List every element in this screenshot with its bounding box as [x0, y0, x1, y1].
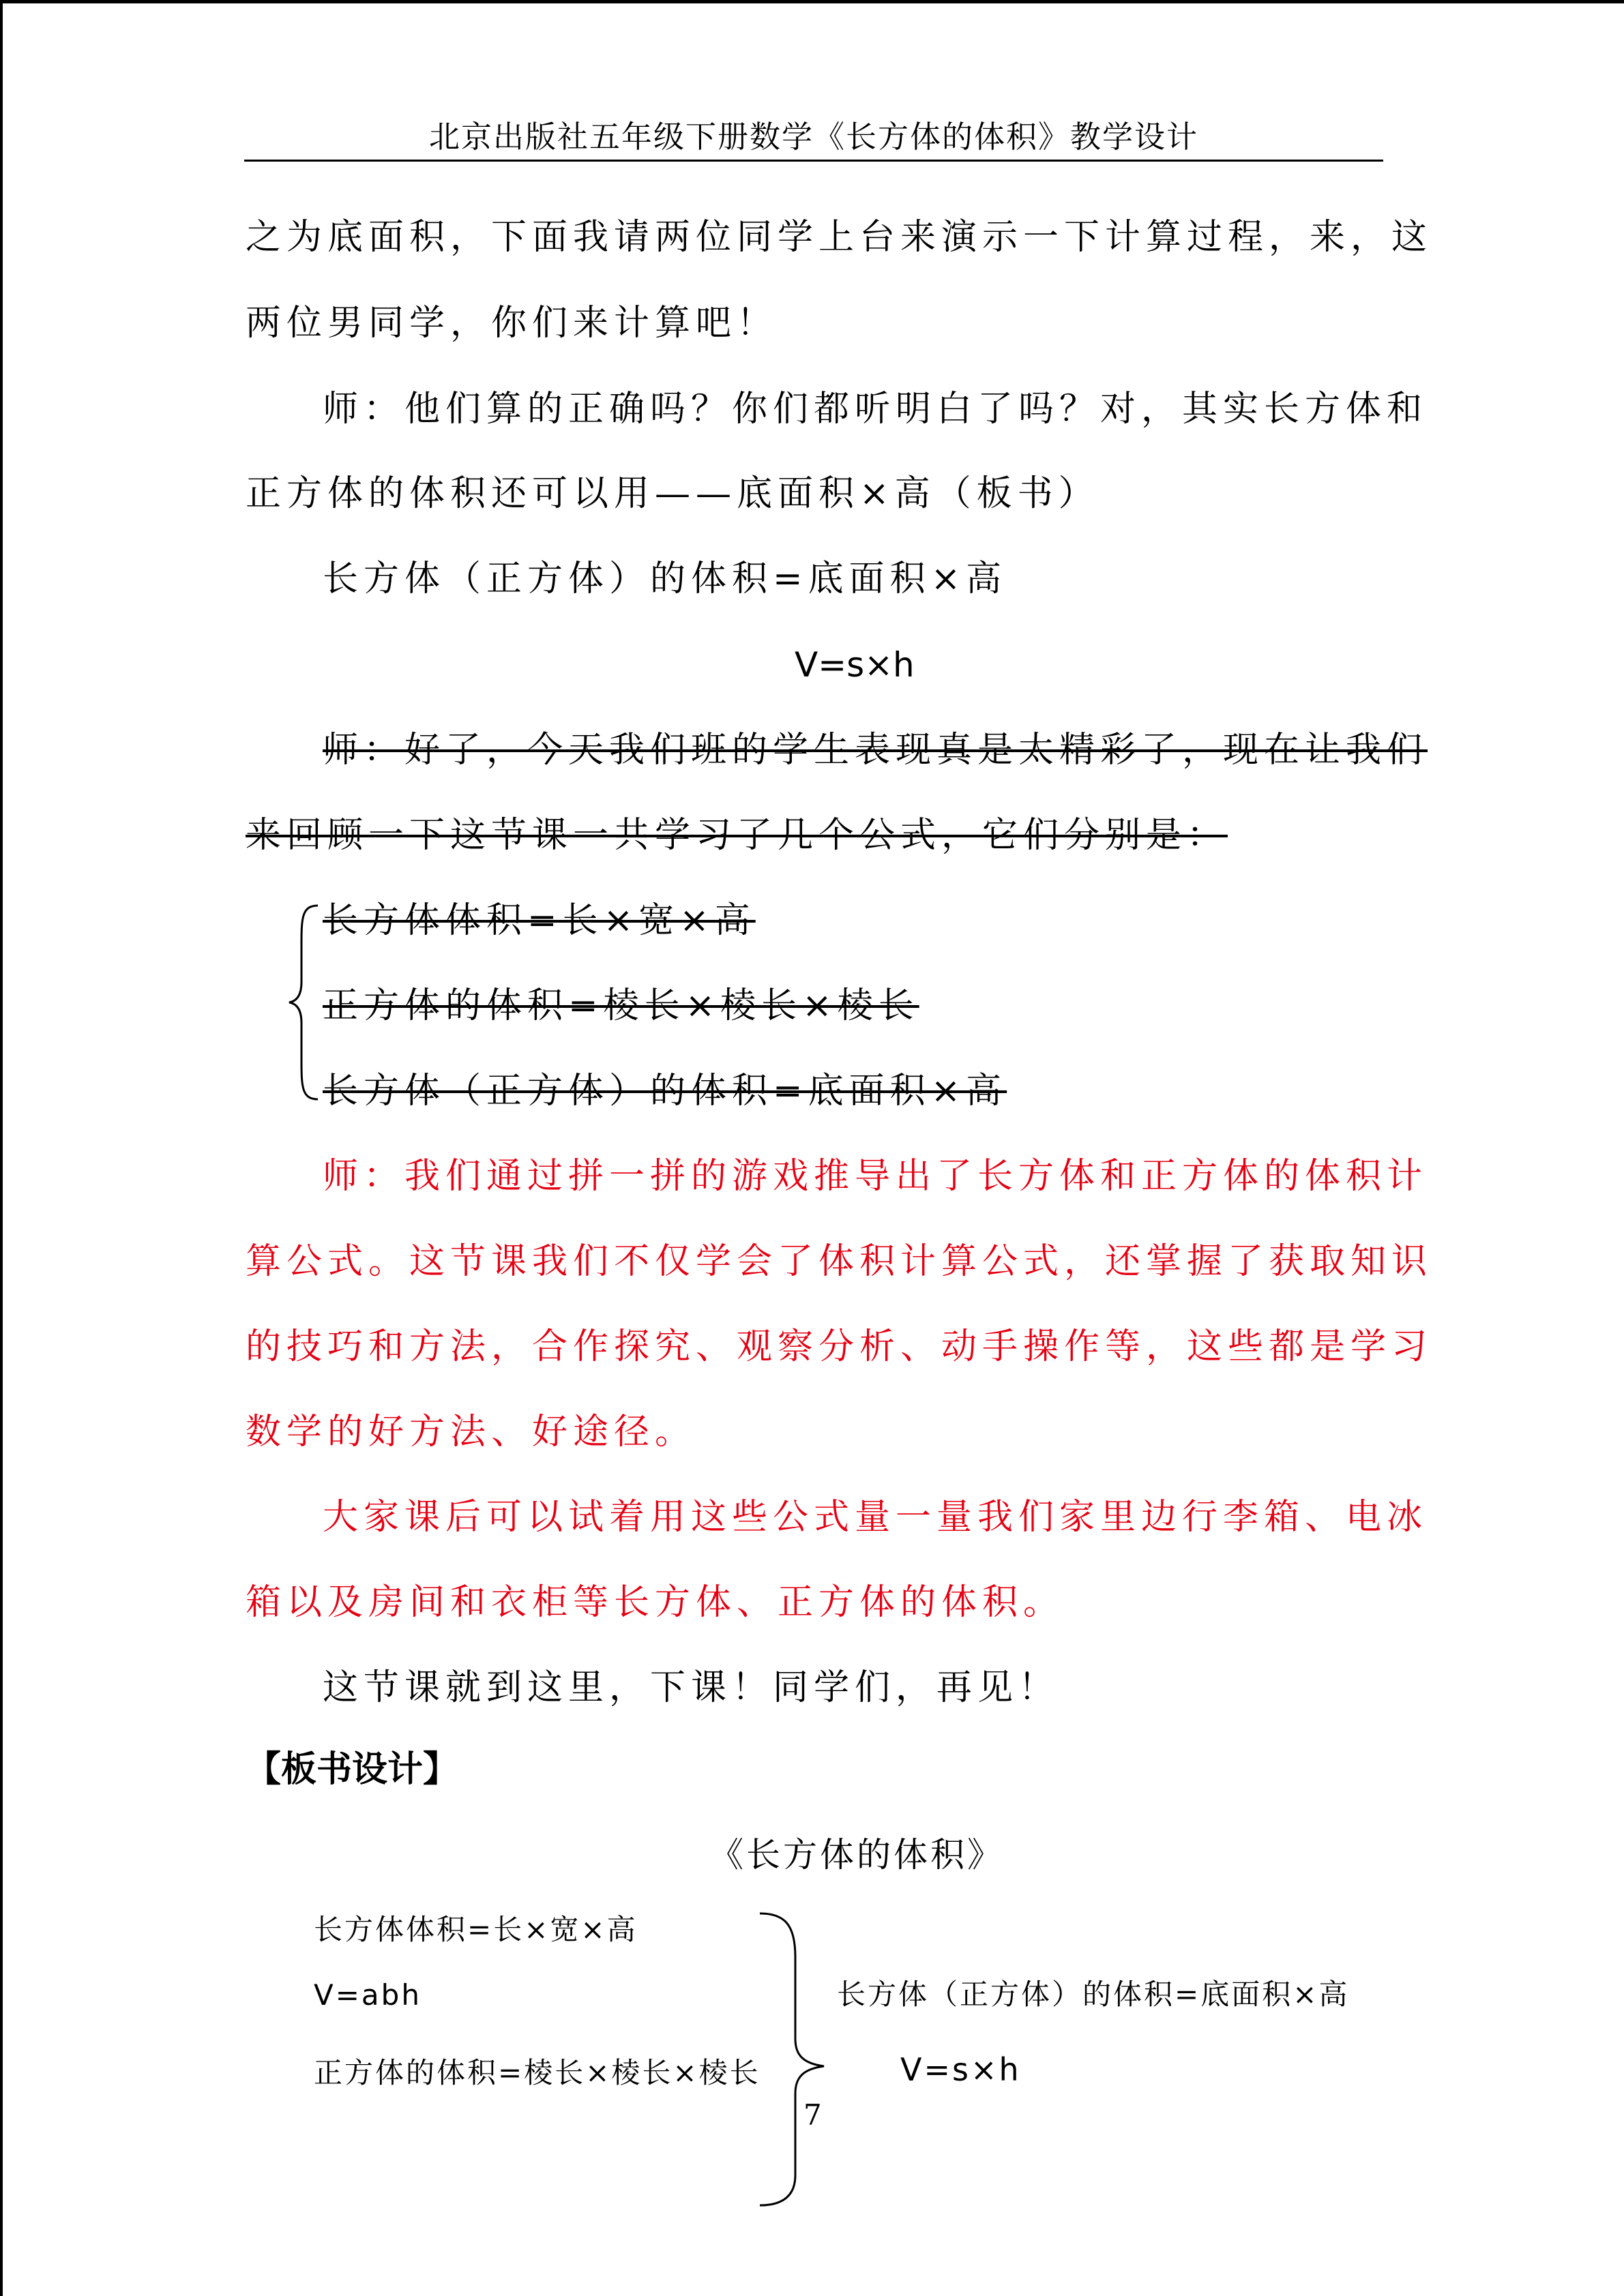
paragraph-line: 正方体的体积还可以用——底面积×高（板书） — [246, 473, 1099, 514]
brace-right — [757, 1909, 832, 2209]
formula-symbol: V=s×h — [795, 645, 915, 685]
page-number: 7 — [803, 2098, 824, 2132]
board-right-symbol: V=s×h — [900, 2051, 1021, 2088]
section-heading: 【板书设计】 — [246, 1749, 459, 1790]
paragraph-line: 之为底面积，下面我请两位同学上台来演示一下计算过程，来，这 — [246, 217, 1433, 258]
red-paragraph-line: 大家课后可以试着用这些公式量一量我们家里边行李箱、电冰 — [323, 1497, 1428, 1538]
paragraph-line: 师：他们算的正确吗？你们都听明白了吗？对，其实长方体和 — [323, 389, 1428, 430]
header-rule — [244, 160, 1383, 162]
page-header: 北京出版社五年级下册数学《长方体的体积》教学设计 — [428, 119, 1198, 155]
board-formula: 长方体体积=长×宽×高 — [314, 1913, 638, 1946]
closing-line: 这节课就到这里，下课！同学们，再见！ — [323, 1667, 1060, 1708]
struck-formula: 长方体（正方体）的体积=底面积×高 — [323, 1071, 1007, 1112]
red-paragraph-line: 数学的好方法、好途径。 — [246, 1412, 696, 1452]
board-title: 《长方体的体积》 — [709, 1835, 1004, 1875]
struck-formula: 长方体体积=长×宽×高 — [323, 900, 756, 941]
struck-line: 来回顾一下这节课一共学习了几个公式，它们分别是： — [246, 815, 1228, 856]
red-paragraph-line: 箱以及房间和衣柜等长方体、正方体的体积。 — [246, 1582, 1065, 1623]
formula-text: 长方体（正方体）的体积=底面积×高 — [323, 558, 1007, 599]
red-paragraph-line: 师：我们通过拼一拼的游戏推导出了长方体和正方体的体积计 — [323, 1156, 1428, 1197]
board-formula-symbol: V=abh — [314, 1978, 422, 2012]
red-paragraph-line: 的技巧和方法，合作探究、观察分析、动手操作等，这些都是学习 — [246, 1326, 1433, 1367]
struck-line: 师：好了，今天我们班的学生表现真是太精彩了，现在让我们 — [323, 730, 1428, 771]
page-frame-top — [0, 0, 1624, 3]
struck-formula: 正方体的体积=棱长×棱长×棱长 — [323, 985, 919, 1026]
paragraph-line: 两位男同学，你们来计算吧！ — [246, 303, 778, 344]
red-paragraph-line: 算公式。这节课我们不仅学会了体积计算公式，还掌握了获取知识 — [246, 1241, 1433, 1282]
brace-left — [286, 900, 321, 1105]
page-frame-left — [0, 0, 3, 2296]
board-right-formula: 长方体（正方体）的体积=底面积×高 — [837, 1978, 1350, 2011]
board-formula: 正方体的体积=棱长×棱长×棱长 — [314, 2056, 761, 2089]
